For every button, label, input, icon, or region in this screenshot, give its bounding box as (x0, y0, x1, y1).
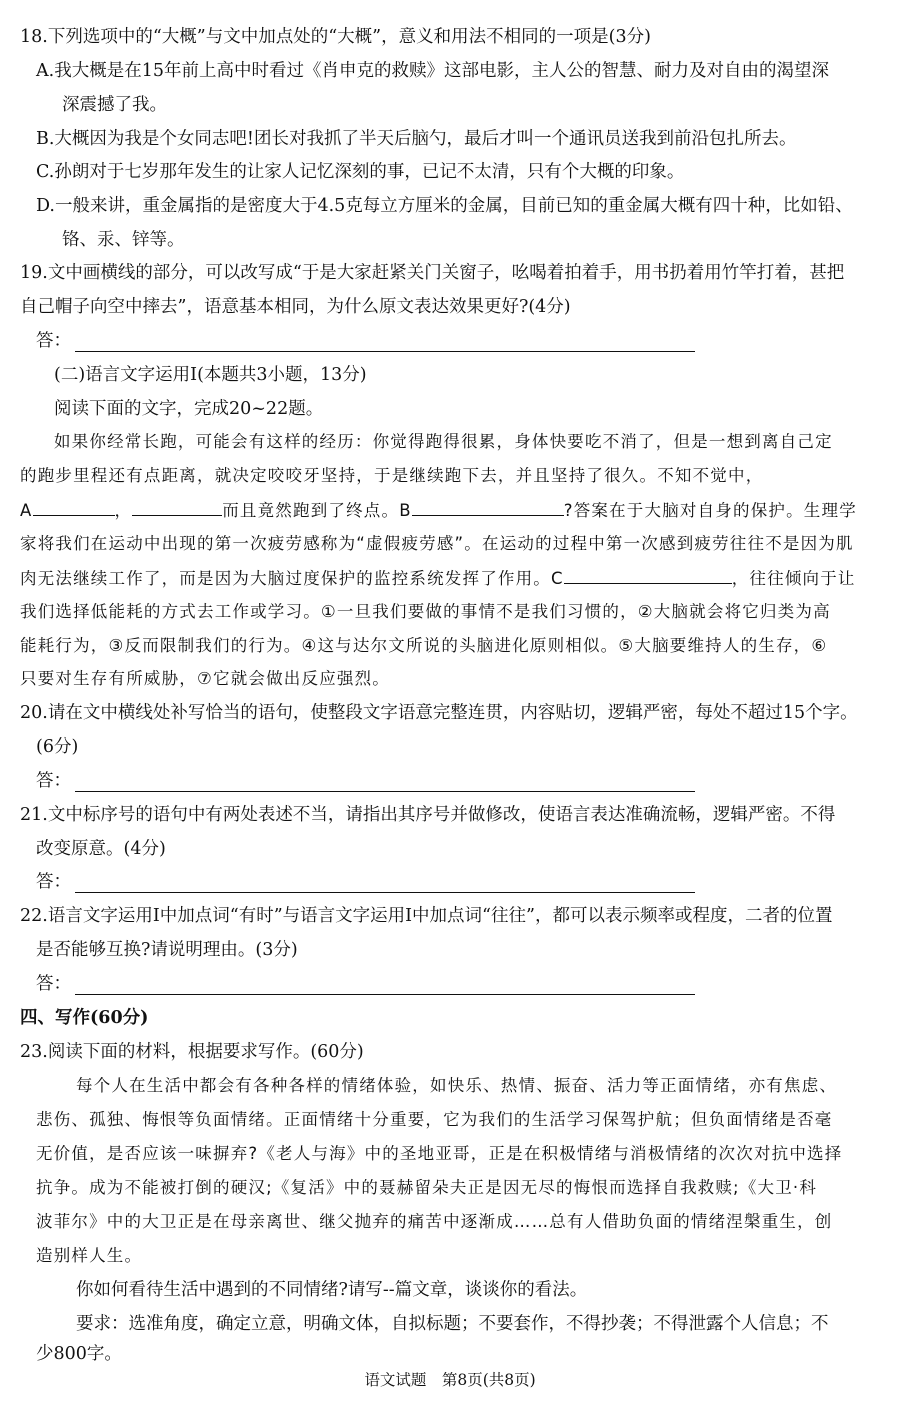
blank-b[interactable] (412, 499, 564, 516)
passage-line-2: 的跑步里程还有点距离，就决定咬咬牙坚持，于是继续跑下去，并且坚持了很久。不知不觉中， (20, 466, 764, 485)
q20-stem-cont: (6分) (36, 737, 79, 757)
answer-label: 答： (36, 331, 71, 351)
q21-stem: 21.文中标序号的语句中有两处表述不当，请指出其序号并做修改，使语言表达准确流畅，逻辑严密。不得 (20, 805, 836, 825)
q19-answer-line[interactable] (36, 330, 695, 352)
material-line-4: 抗争。成为不能被打倒的硬汉;《复活》中的聂赫留朵夫正是因无尽的悔恨而选择自我救赎;《大卫·科 (36, 1178, 818, 1197)
passage-line-4: 家将我们在运动中出现的第一次疲劳感称为“虚假疲劳感”。在运动的过程中第一次感到疲劳往往不是因为肌 (20, 534, 854, 553)
page-footer: 语文试题 第8页(共8页) (364, 1371, 536, 1389)
comma: ， (114, 501, 133, 520)
q18-stem: 18.下列选项中的“大概”与文中加点处的“大概”，意义和用法不相同的一项是(3分) (20, 27, 651, 47)
q19-stem-cont: 自己帽子向空中摔去”，语意基本相同，为什么原文表达效果更好?(4分) (20, 297, 571, 317)
answer-rule (75, 333, 695, 352)
q22-stem-cont: 是否能够互换?请说明理由。(3分) (36, 940, 298, 960)
q23-requirements: 要求：选准角度，确定立意，明确文体，自拟标题；不要套作，不得抄袭；不得泄露个人信息；不 (76, 1314, 829, 1334)
passage-text: ，往往倾向于让 (731, 569, 856, 588)
q18-option-d-cont: 铬、汞、锌等。 (62, 230, 185, 250)
material-line-6: 造别样人生。 (36, 1246, 143, 1265)
q23-requirements-cont: 少800字。 (36, 1344, 122, 1364)
answer-label: 答： (36, 771, 71, 791)
q18-option-d: D.一般来讲，重金属指的是密度大于4.5克每立方厘米的金属，目前已知的重金属大概有四十种，比如铅、 (36, 196, 853, 216)
q19-stem: 19.文中画横线的部分，可以改写成“于是大家赶紧关门关窗子，吆喝着拍着手，用书扔着用竹竿打着，甚把 (20, 263, 845, 283)
passage-text: ?答案在于大脑对自身的保护。生理学 (563, 501, 857, 520)
answer-label: 答： (36, 872, 71, 892)
q20-answer-line[interactable] (36, 770, 695, 792)
blank-c[interactable] (564, 567, 732, 584)
q18-option-b: B.大概因为我是个女同志吧!团长对我抓了半天后脑勺，最后才叫一个通讯员送我到前沿包扎所去。 (36, 129, 797, 149)
passage-line-7: 能耗行为，③反而限制我们的行为。④这与达尔文所说的头脑进化原则相似。⑤大脑要维持人的生存，⑥ (20, 636, 828, 655)
passage-line-1: 如果你经常长跑，可能会有这样的经历：你觉得跑得很累，身体快要吃不消了，但是一想到离自己定 (54, 432, 833, 451)
material-line-5: 波菲尔》中的大卫正是在母亲离世、继父抛弃的痛苦中逐渐成……总有人借助负面的情绪涅槃重生，创 (36, 1212, 833, 1231)
q18-option-c: C.孙朗对于七岁那年发生的让家人记忆深刻的事，已记不太清，只有个大概的印象。 (36, 162, 685, 182)
passage-line-8: 只要对生存有所威胁，⑦它就会做出反应强烈。 (20, 669, 390, 688)
section2-instruction: 阅读下面的文字，完成20~22题。 (54, 399, 324, 419)
passage-line-6: 我们选择低能耗的方式去工作或学习。①一旦我们要做的事情不是我们习惯的，②大脑就会将它归类为高 (20, 602, 831, 621)
q21-stem-cont: 改变原意。(4分) (36, 839, 166, 859)
q23-stem: 23.阅读下面的材料，根据要求写作。(60分) (20, 1042, 364, 1062)
answer-rule (75, 874, 695, 893)
material-line-2: 悲伤、孤独、悔恨等负面情绪。正面情绪十分重要，它为我们的生活学习保驾护航；但负面情绪是否毫 (36, 1110, 833, 1129)
passage-text: 而且竟然跑到了终点。B (222, 501, 412, 520)
answer-rule (75, 976, 695, 995)
material-line-3: 无价值，是否应该一味摒弃?《老人与海》中的圣地亚哥，正是在积极情绪与消极情绪的次次对抗中选择 (36, 1144, 843, 1163)
section2-heading: (二)语言文字运用Ⅰ(本题共3小题，13分) (54, 365, 367, 385)
q20-stem: 20.请在文中横线处补写恰当的语句，使整段文字语意完整连贯，内容贴切，逻辑严密，每处不超过15个字。 (20, 703, 858, 723)
passage-line-3 (20, 499, 857, 522)
passage-line-5 (20, 567, 856, 590)
answer-rule (75, 773, 695, 792)
answer-label: 答： (36, 974, 71, 994)
section4-heading: 四、写作(60分) (20, 1008, 149, 1028)
blank-a-label: A (20, 501, 33, 520)
blank-a[interactable] (33, 499, 115, 516)
q23-task: 你如何看待生活中遇到的不同情绪?请写--篇文章，谈谈你的看法。 (76, 1280, 588, 1300)
material-line-1: 每个人在生活中都会有各种各样的情绪体验，如快乐、热情、振奋、活力等正面情绪，亦有焦虑、 (76, 1076, 838, 1095)
q18-option-a-cont: 深震撼了我。 (62, 95, 167, 115)
q22-answer-line[interactable] (36, 973, 695, 995)
passage-text: 肉无法继续工作了，而是因为大脑过度保护的监控系统发挥了作用。C (20, 569, 564, 588)
q18-option-a: A.我大概是在15年前上高中时看过《肖申克的救赎》这部电影，主人公的智慧、耐力及对自由的渴望深 (36, 61, 829, 81)
q21-answer-line[interactable] (36, 871, 695, 893)
blank-a2[interactable] (132, 499, 222, 516)
q22-stem: 22.语言文字运用Ⅰ中加点词“有时”与语言文字运用Ⅰ中加点词“往往”，都可以表示频率或程度，二者的位置 (20, 906, 833, 926)
